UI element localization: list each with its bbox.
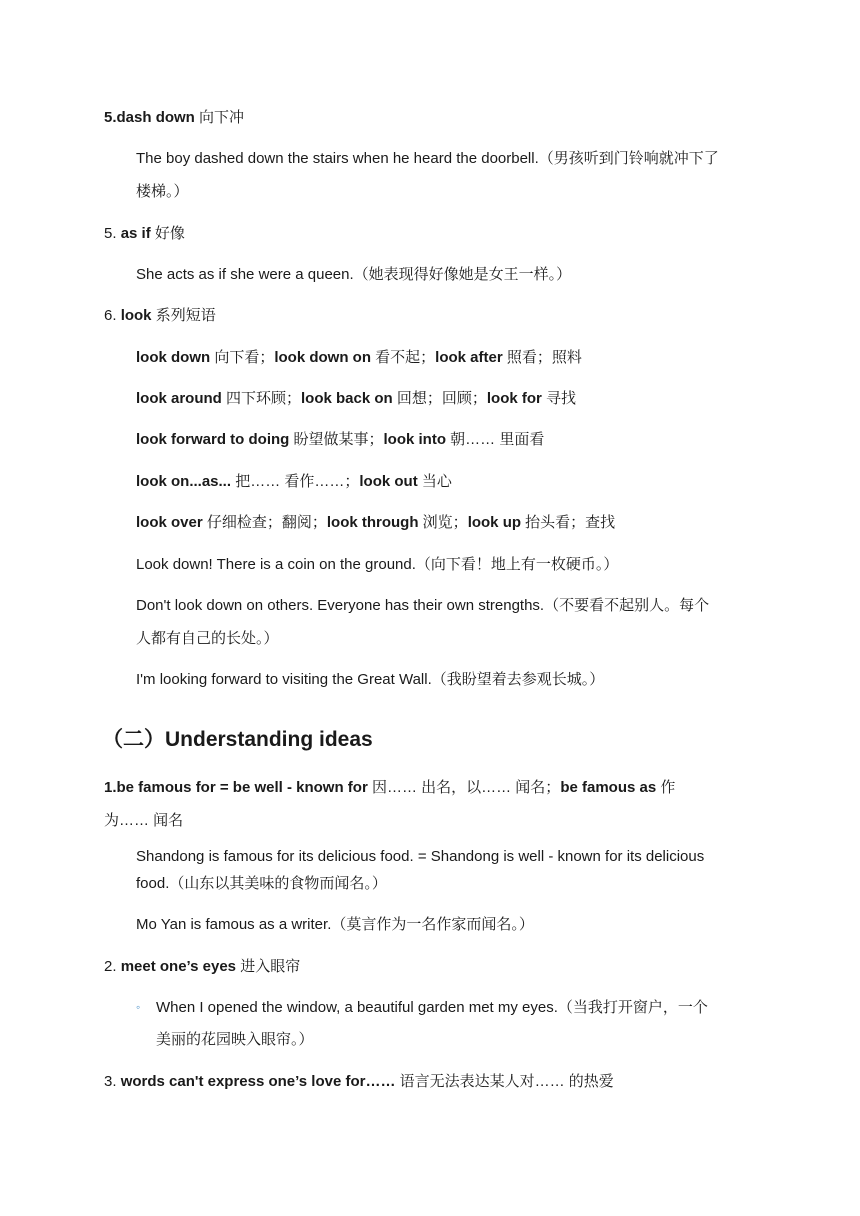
phrase-meaning: 向下冲 bbox=[199, 109, 245, 126]
example-sentence-cont: 楼梯。） bbox=[136, 183, 189, 200]
phrase-term: words can't express one’s love for…… bbox=[120, 1073, 396, 1090]
phrase-meaning: 向下看； bbox=[210, 349, 275, 366]
phrase-term: look over bbox=[136, 514, 203, 531]
item-number: 6. bbox=[104, 307, 121, 324]
phrase-term: look for bbox=[486, 390, 542, 407]
phrase-meaning: 仔细检查；翻阅； bbox=[202, 514, 327, 531]
item-number: 5. bbox=[104, 225, 121, 242]
phrase-meaning-2: 作 bbox=[656, 779, 676, 796]
item-dash-down bbox=[104, 108, 244, 128]
look-phrases-line-3 bbox=[136, 430, 544, 450]
phrase-term: look after bbox=[435, 349, 503, 366]
phrase-meaning-cont: 为…… 闻名 bbox=[104, 812, 184, 829]
phrase-term: look into bbox=[383, 431, 446, 448]
item-number: 3. bbox=[104, 1073, 121, 1090]
phrase-term: dash down bbox=[116, 109, 195, 126]
example-sentence: Don't look down on others. Everyone has their own strengths.（不要看不起别人。每个 bbox=[136, 597, 710, 614]
phrase-term: look down bbox=[136, 349, 211, 366]
example-sentence: She acts as if she were a queen.（她表现得好像她是女王一样。） bbox=[136, 266, 572, 283]
bullet-icon: ◦ bbox=[136, 1000, 141, 1014]
phrase-term: look on...as... bbox=[136, 473, 232, 490]
phrase-term: meet one’s eyes bbox=[120, 958, 237, 975]
item-be-famous-for bbox=[104, 778, 675, 798]
phrase-term: look back on bbox=[301, 390, 393, 407]
phrase-term: look through bbox=[326, 514, 419, 531]
phrase-term: look out bbox=[359, 473, 418, 490]
example-sentence: Mo Yan is famous as a writer.（莫言作为一名作家而闻名。） bbox=[136, 916, 534, 933]
example-sentence-cont: food.（山东以其美味的食物而闻名。） bbox=[136, 875, 387, 892]
phrase-meaning: 把…… 看作……； bbox=[231, 473, 360, 490]
phrase-meaning: 回想；回顾； bbox=[392, 390, 487, 407]
phrase-term: look around bbox=[136, 390, 222, 407]
item-meet-ones-eyes bbox=[104, 957, 300, 977]
example-sentence: Shandong is famous for its delicious food. = Shandong is well - known for its delicious bbox=[136, 848, 705, 865]
phrase-term: as if bbox=[120, 225, 151, 242]
phrase-meaning: 进入眼帘 bbox=[236, 958, 301, 975]
phrase-term-2: be famous as bbox=[560, 779, 657, 796]
phrase-term: 1.be famous for = be well - known for bbox=[104, 779, 368, 796]
example-sentence: Look down! There is a coin on the ground.（向下看！地上有一枚硬币。） bbox=[136, 556, 619, 573]
phrase-term: look down on bbox=[274, 349, 371, 366]
look-phrases-line-1 bbox=[136, 348, 582, 368]
phrase-meaning: 好像 bbox=[154, 225, 185, 242]
phrase-term: look bbox=[120, 307, 152, 324]
example-sentence-cont: 美丽的花园映入眼帘。） bbox=[156, 1031, 314, 1048]
item-words-cant-express bbox=[104, 1072, 614, 1092]
look-phrases-line-5 bbox=[136, 513, 615, 533]
item-as-if bbox=[104, 224, 185, 244]
item-number: 2. bbox=[104, 958, 121, 975]
phrase-meaning: 看不起； bbox=[371, 349, 436, 366]
phrase-meaning: 系列短语 bbox=[155, 307, 216, 324]
phrase-meaning: 照看；照料 bbox=[502, 349, 582, 366]
example-sentence: The boy dashed down the stairs when he heard the doorbell.（男孩听到门铃响就冲下了 bbox=[136, 150, 719, 167]
look-phrases-line-4 bbox=[136, 472, 452, 492]
phrase-meaning: 朝…… 里面看 bbox=[446, 431, 545, 448]
phrase-term: look up bbox=[467, 514, 522, 531]
phrase-meaning: 因…… 出名，以…… 闻名； bbox=[367, 779, 561, 796]
phrase-meaning: 浏览； bbox=[418, 514, 468, 531]
section-heading: （二）Understanding ideas bbox=[102, 728, 373, 751]
phrase-meaning: 语言无法表达某人对…… 的热爱 bbox=[395, 1073, 614, 1090]
item-number: 5. bbox=[104, 109, 117, 126]
phrase-meaning: 抬头看；查找 bbox=[521, 514, 616, 531]
phrase-meaning: 盼望做某事； bbox=[289, 431, 384, 448]
example-sentence: I'm looking forward to visiting the Great Wall.（我盼望着去参观长城。） bbox=[136, 671, 605, 688]
example-sentence: When I opened the window, a beautiful garden met my eyes.（当我打开窗户，一个 bbox=[156, 999, 708, 1016]
phrase-meaning: 四下环顾； bbox=[221, 390, 302, 407]
example-sentence-cont: 人都有自己的长处。） bbox=[136, 630, 279, 647]
phrase-meaning: 寻找 bbox=[541, 390, 577, 407]
item-look bbox=[104, 306, 216, 326]
phrase-term: look forward to doing bbox=[136, 431, 290, 448]
look-phrases-line-2 bbox=[136, 389, 576, 409]
phrase-meaning: 当心 bbox=[417, 473, 452, 490]
